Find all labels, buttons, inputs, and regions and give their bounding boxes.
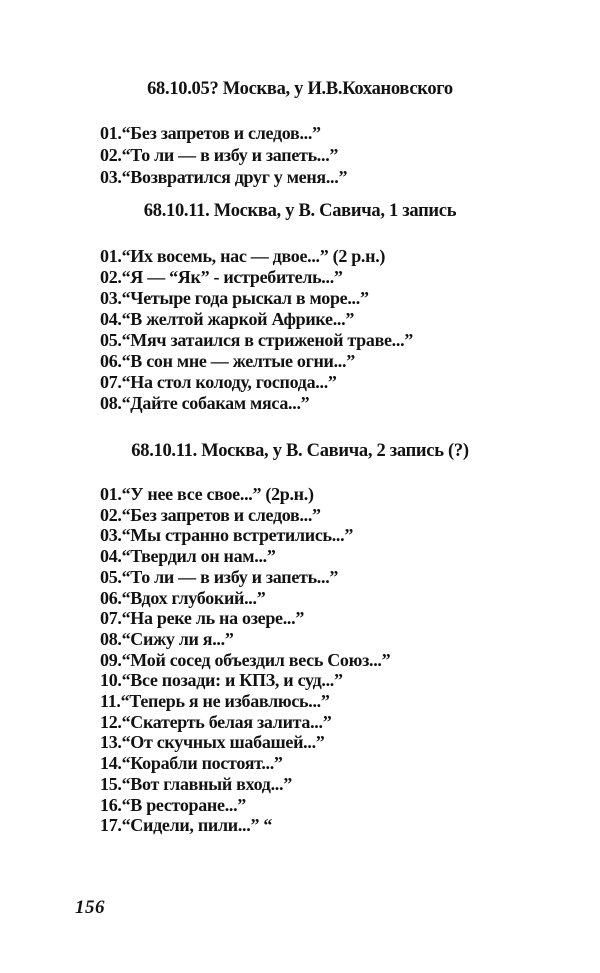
song-entry: 01.“У нее все свое...” (2р.н.) xyxy=(100,484,314,504)
song-entry: 02.“Я — “Як” - истребитель...” xyxy=(100,267,343,287)
song-entry: 08.“Сижу ли я...” xyxy=(100,628,234,649)
song-list xyxy=(0,484,600,836)
song-entry: 05.“Мяч затаился в стриженой траве...” xyxy=(100,330,413,350)
session-section-2 xyxy=(0,200,600,414)
page-number: 156 xyxy=(75,897,105,918)
song-entry: 15.“Вот главный вход...” xyxy=(100,773,292,794)
song-entry: 10.“Все позади: и КПЗ, и суд...” xyxy=(100,670,343,691)
song-entry: 06.“В сон мне — желтые огни...” xyxy=(100,351,355,371)
song-entry: 07.“На стол колоду, господа...” xyxy=(100,372,337,392)
song-list xyxy=(0,122,600,188)
song-entry: 05.“То ли — в избу и запеть...” xyxy=(100,566,339,587)
session-header: 68.10.11. Москва, у В. Савича, 2 запись (?) xyxy=(131,441,469,461)
session-header: 68.10.05? Москва, у И.В.Кохановского xyxy=(147,79,453,99)
song-entry: 02.“То ли — в избу и запеть...” xyxy=(100,145,339,165)
song-entry: 04.“В желтой жаркой Африке...” xyxy=(100,309,355,329)
song-entry: 03.“Мы странно встретились...” xyxy=(100,525,354,546)
song-entry: 02.“Без запретов и следов...” xyxy=(100,504,321,525)
session-header: 68.10.11. Москва, у В. Савича, 1 запись xyxy=(143,201,457,221)
song-entry: 01.“Без запретов и следов...” xyxy=(100,123,321,143)
session-section-3 xyxy=(0,440,600,836)
song-entry: 07.“На реке ль на озере...” xyxy=(100,608,305,629)
song-entry: 17.“Сидели, пили...” “ xyxy=(100,815,273,836)
song-entry: 12.“Скатерть белая залита...” xyxy=(100,711,332,732)
session-section-1 xyxy=(0,78,600,188)
song-entry: 03.“Возвратился друг у меня...” xyxy=(100,167,348,187)
song-entry: 06.“Вдох глубокий...” xyxy=(100,587,266,608)
song-entry: 14.“Корабли постоят...” xyxy=(100,753,283,774)
song-entry: 03.“Четыре года рыскал в море...” xyxy=(100,288,369,308)
song-entry: 04.“Твердил он нам...” xyxy=(100,546,276,567)
song-entry: 08.“Дайте собакам мяса...” xyxy=(100,393,310,413)
song-entry: 01.“Их восемь, нас — двое...” (2 р.н.) xyxy=(100,246,386,266)
song-list xyxy=(0,246,600,414)
song-entry: 11.“Теперь я не избавлюсь...” xyxy=(100,691,330,712)
song-entry: 16.“В ресторане...” xyxy=(100,794,246,815)
song-entry: 13.“От скучных шабашей...” xyxy=(100,732,325,753)
song-entry: 09.“Мой сосед объездил весь Союз...” xyxy=(100,649,391,670)
